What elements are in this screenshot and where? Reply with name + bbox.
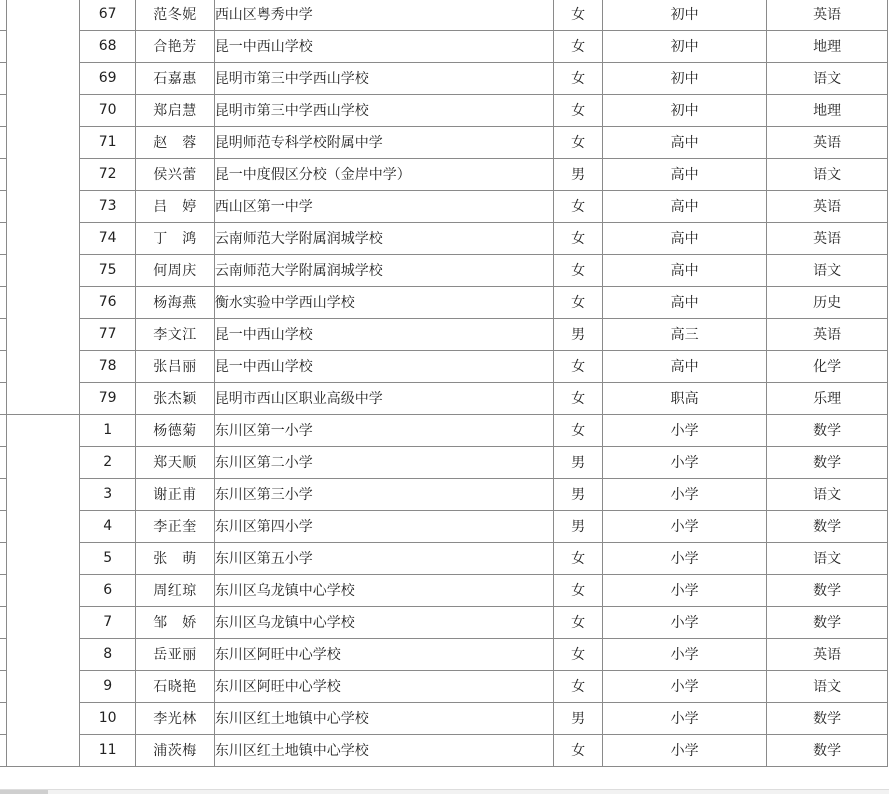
gender-cell[interactable]: 女 xyxy=(554,30,603,62)
region-cell[interactable] xyxy=(7,350,80,382)
school-name-cell[interactable]: 昆一中西山学校 xyxy=(214,318,554,350)
table-row xyxy=(0,574,888,606)
horizontal-scrollbar[interactable] xyxy=(0,789,889,794)
row-edge-cell[interactable] xyxy=(0,222,7,254)
school-level-cell[interactable]: 高中 xyxy=(602,286,766,318)
teacher-name-cell[interactable]: 何周庆 xyxy=(136,254,215,286)
school-name-cell[interactable]: 东川区第五小学 xyxy=(214,542,554,574)
row-number-cell[interactable]: 2 xyxy=(80,446,136,478)
teacher-name-cell[interactable]: 郑启慧 xyxy=(136,94,215,126)
subject-cell[interactable]: 英语 xyxy=(767,126,888,158)
school-name-cell[interactable]: 东川区红土地镇中心学校 xyxy=(214,734,554,766)
school-level-cell[interactable]: 高中 xyxy=(602,190,766,222)
scrollbar-thumb[interactable] xyxy=(0,790,48,794)
gender-cell[interactable]: 女 xyxy=(554,254,603,286)
gender-cell[interactable]: 女 xyxy=(554,670,603,702)
gender-cell[interactable]: 男 xyxy=(554,446,603,478)
row-edge-cell[interactable] xyxy=(0,510,7,542)
row-edge-cell[interactable] xyxy=(0,350,7,382)
row-number-cell[interactable]: 74 xyxy=(80,222,136,254)
school-name-cell[interactable]: 东川区第三小学 xyxy=(214,478,554,510)
region-cell[interactable] xyxy=(7,510,80,542)
gender-cell[interactable]: 男 xyxy=(554,702,603,734)
school-level-cell[interactable]: 小学 xyxy=(602,606,766,638)
region-cell[interactable] xyxy=(7,126,80,158)
subject-cell[interactable]: 数学 xyxy=(767,734,888,766)
gender-cell[interactable]: 女 xyxy=(554,94,603,126)
row-number-cell[interactable]: 6 xyxy=(80,574,136,606)
school-level-cell[interactable]: 初中 xyxy=(602,30,766,62)
table-row xyxy=(0,254,888,286)
row-edge-cell[interactable] xyxy=(0,702,7,734)
teacher-name-cell[interactable]: 李光林 xyxy=(136,702,215,734)
gender-cell[interactable]: 女 xyxy=(554,190,603,222)
gender-cell[interactable]: 女 xyxy=(554,222,603,254)
subject-cell[interactable]: 英语 xyxy=(767,190,888,222)
subject-cell[interactable]: 英语 xyxy=(767,318,888,350)
row-number-cell[interactable]: 11 xyxy=(80,734,136,766)
subject-cell[interactable]: 数学 xyxy=(767,414,888,446)
row-number-cell[interactable]: 1 xyxy=(80,414,136,446)
subject-cell[interactable]: 英语 xyxy=(767,0,888,30)
school-name-cell[interactable]: 东川区第二小学 xyxy=(214,446,554,478)
table-row xyxy=(0,158,888,190)
gender-cell[interactable]: 女 xyxy=(554,62,603,94)
gender-cell[interactable]: 男 xyxy=(554,478,603,510)
gender-cell[interactable]: 女 xyxy=(554,414,603,446)
subject-cell[interactable]: 地理 xyxy=(767,94,888,126)
subject-cell[interactable]: 数学 xyxy=(767,510,888,542)
region-cell[interactable] xyxy=(7,190,80,222)
row-edge-cell[interactable] xyxy=(0,734,7,766)
region-cell[interactable] xyxy=(7,382,80,414)
row-edge-cell[interactable] xyxy=(0,126,7,158)
teacher-name-cell[interactable]: 杨海燕 xyxy=(136,286,215,318)
row-number-cell[interactable]: 68 xyxy=(80,30,136,62)
region-cell[interactable] xyxy=(7,158,80,190)
row-edge-cell[interactable] xyxy=(0,30,7,62)
teacher-name-cell[interactable]: 张 萌 xyxy=(136,542,215,574)
teacher-name-cell[interactable]: 张杰颖 xyxy=(136,382,215,414)
school-name-cell[interactable]: 云南师范大学附属润城学校 xyxy=(214,222,554,254)
school-level-cell[interactable]: 高中 xyxy=(602,158,766,190)
region-cell[interactable] xyxy=(7,670,80,702)
subject-cell[interactable]: 英语 xyxy=(767,638,888,670)
region-cell[interactable] xyxy=(7,318,80,350)
school-level-cell[interactable]: 初中 xyxy=(602,62,766,94)
teacher-name-cell[interactable]: 合艳芳 xyxy=(136,30,215,62)
school-level-cell[interactable]: 小学 xyxy=(602,510,766,542)
school-name-cell[interactable]: 昆明市第三中学西山学校 xyxy=(214,62,554,94)
gender-cell[interactable]: 女 xyxy=(554,286,603,318)
table-row xyxy=(0,446,888,478)
row-number-cell[interactable]: 73 xyxy=(80,190,136,222)
region-cell[interactable] xyxy=(7,30,80,62)
teacher-name-cell[interactable]: 岳亚丽 xyxy=(136,638,215,670)
school-level-cell[interactable]: 小学 xyxy=(602,574,766,606)
table-row xyxy=(0,94,888,126)
subject-cell[interactable]: 化学 xyxy=(767,350,888,382)
school-level-cell[interactable]: 小学 xyxy=(602,478,766,510)
teacher-name-cell[interactable]: 杨德菊 xyxy=(136,414,215,446)
row-number-cell[interactable]: 78 xyxy=(80,350,136,382)
region-cell[interactable] xyxy=(7,0,80,30)
row-number-cell[interactable]: 7 xyxy=(80,606,136,638)
row-edge-cell[interactable] xyxy=(0,254,7,286)
teacher-name-cell[interactable]: 张吕丽 xyxy=(136,350,215,382)
row-edge-cell[interactable] xyxy=(0,414,7,446)
school-name-cell[interactable]: 东川区第四小学 xyxy=(214,510,554,542)
table-row xyxy=(0,0,888,30)
row-number-cell[interactable]: 5 xyxy=(80,542,136,574)
teacher-name-cell[interactable]: 周红琼 xyxy=(136,574,215,606)
region-cell[interactable] xyxy=(7,94,80,126)
row-edge-cell[interactable] xyxy=(0,318,7,350)
table-row xyxy=(0,638,888,670)
row-edge-cell[interactable] xyxy=(0,574,7,606)
region-cell[interactable] xyxy=(7,606,80,638)
gender-cell[interactable]: 女 xyxy=(554,542,603,574)
gender-cell[interactable]: 男 xyxy=(554,318,603,350)
gender-cell[interactable]: 女 xyxy=(554,382,603,414)
row-number-cell[interactable]: 76 xyxy=(80,286,136,318)
school-level-cell[interactable]: 初中 xyxy=(602,0,766,30)
school-level-cell[interactable]: 小学 xyxy=(602,734,766,766)
subject-cell[interactable]: 语文 xyxy=(767,158,888,190)
row-edge-cell[interactable] xyxy=(0,286,7,318)
subject-cell[interactable]: 地理 xyxy=(767,30,888,62)
region-cell[interactable] xyxy=(7,542,80,574)
school-level-cell[interactable]: 高三 xyxy=(602,318,766,350)
region-cell[interactable] xyxy=(7,222,80,254)
gender-cell[interactable]: 女 xyxy=(554,606,603,638)
teacher-name-cell[interactable]: 郑天顺 xyxy=(136,446,215,478)
row-edge-cell[interactable] xyxy=(0,382,7,414)
table-row xyxy=(0,126,888,158)
school-name-cell[interactable]: 东川区乌龙镇中心学校 xyxy=(214,606,554,638)
school-name-cell[interactable]: 东川区乌龙镇中心学校 xyxy=(214,574,554,606)
region-cell[interactable] xyxy=(7,446,80,478)
region-cell[interactable] xyxy=(7,254,80,286)
row-number-cell[interactable]: 77 xyxy=(80,318,136,350)
region-cell[interactable] xyxy=(7,574,80,606)
subject-cell[interactable]: 数学 xyxy=(767,574,888,606)
table-row xyxy=(0,318,888,350)
school-name-cell[interactable]: 昆一中度假区分校（金岸中学） xyxy=(214,158,554,190)
row-number-cell[interactable]: 4 xyxy=(80,510,136,542)
school-level-cell[interactable]: 高中 xyxy=(602,222,766,254)
row-edge-cell[interactable] xyxy=(0,0,7,30)
teacher-name-cell[interactable]: 吕 婷 xyxy=(136,190,215,222)
table-row xyxy=(0,606,888,638)
row-edge-cell[interactable] xyxy=(0,94,7,126)
school-level-cell[interactable]: 高中 xyxy=(602,126,766,158)
table-row xyxy=(0,286,888,318)
school-level-cell[interactable]: 职高 xyxy=(602,382,766,414)
school-level-cell[interactable]: 小学 xyxy=(602,638,766,670)
gender-cell[interactable]: 女 xyxy=(554,350,603,382)
subject-cell[interactable]: 英语 xyxy=(767,222,888,254)
row-edge-cell[interactable] xyxy=(0,158,7,190)
row-number-cell[interactable]: 67 xyxy=(80,0,136,30)
row-number-cell[interactable]: 72 xyxy=(80,158,136,190)
subject-cell[interactable]: 语文 xyxy=(767,254,888,286)
row-edge-cell[interactable] xyxy=(0,638,7,670)
table-row xyxy=(0,414,888,446)
school-level-cell[interactable]: 小学 xyxy=(602,542,766,574)
gender-cell[interactable]: 男 xyxy=(554,158,603,190)
gender-cell[interactable]: 女 xyxy=(554,574,603,606)
teacher-name-cell[interactable]: 李正奎 xyxy=(136,510,215,542)
gender-cell[interactable]: 女 xyxy=(554,734,603,766)
school-level-cell[interactable]: 高中 xyxy=(602,254,766,286)
school-name-cell[interactable]: 昆明市第三中学西山学校 xyxy=(214,94,554,126)
table-row xyxy=(0,510,888,542)
school-level-cell[interactable]: 小学 xyxy=(602,702,766,734)
region-cell[interactable] xyxy=(7,734,80,766)
teacher-name-cell[interactable]: 谢正甫 xyxy=(136,478,215,510)
subject-cell[interactable]: 语文 xyxy=(767,542,888,574)
table-row xyxy=(0,190,888,222)
teacher-name-cell[interactable]: 石晓艳 xyxy=(136,670,215,702)
row-number-cell[interactable]: 3 xyxy=(80,478,136,510)
school-level-cell[interactable]: 初中 xyxy=(602,94,766,126)
row-edge-cell[interactable] xyxy=(0,190,7,222)
table-row xyxy=(0,542,888,574)
row-edge-cell[interactable] xyxy=(0,446,7,478)
row-number-cell[interactable]: 79 xyxy=(80,382,136,414)
subject-cell[interactable]: 语文 xyxy=(767,478,888,510)
school-level-cell[interactable]: 高中 xyxy=(602,350,766,382)
subject-cell[interactable]: 数学 xyxy=(767,702,888,734)
teacher-name-cell[interactable]: 浦茨梅 xyxy=(136,734,215,766)
row-number-cell[interactable]: 69 xyxy=(80,62,136,94)
region-cell[interactable] xyxy=(7,702,80,734)
school-name-cell[interactable]: 云南师范大学附属润城学校 xyxy=(214,254,554,286)
row-edge-cell[interactable] xyxy=(0,542,7,574)
row-number-cell[interactable]: 71 xyxy=(80,126,136,158)
table-row xyxy=(0,222,888,254)
region-cell[interactable] xyxy=(7,478,80,510)
subject-cell[interactable]: 乐理 xyxy=(767,382,888,414)
table-row xyxy=(0,702,888,734)
row-edge-cell[interactable] xyxy=(0,62,7,94)
school-name-cell[interactable]: 东川区红土地镇中心学校 xyxy=(214,702,554,734)
gender-cell[interactable]: 男 xyxy=(554,510,603,542)
school-name-cell[interactable]: 东川区阿旺中心学校 xyxy=(214,638,554,670)
teacher-name-cell[interactable]: 石嘉惠 xyxy=(136,62,215,94)
region-cell[interactable] xyxy=(7,638,80,670)
school-name-cell[interactable]: 昆一中西山学校 xyxy=(214,30,554,62)
subject-cell[interactable]: 语文 xyxy=(767,670,888,702)
school-level-cell[interactable]: 小学 xyxy=(602,670,766,702)
gender-cell[interactable]: 女 xyxy=(554,126,603,158)
school-name-cell[interactable]: 东川区第一小学 xyxy=(214,414,554,446)
school-level-cell[interactable]: 小学 xyxy=(602,414,766,446)
row-number-cell[interactable]: 9 xyxy=(80,670,136,702)
teacher-name-cell[interactable]: 邹 娇 xyxy=(136,606,215,638)
teacher-name-cell[interactable]: 范冬妮 xyxy=(136,0,215,30)
table-row xyxy=(0,670,888,702)
teacher-name-cell[interactable]: 李文江 xyxy=(136,318,215,350)
row-edge-cell[interactable] xyxy=(0,670,7,702)
school-name-cell[interactable]: 西山区粤秀中学 xyxy=(214,0,554,30)
school-level-cell[interactable]: 小学 xyxy=(602,446,766,478)
school-name-cell[interactable]: 东川区阿旺中心学校 xyxy=(214,670,554,702)
school-name-cell[interactable]: 西山区第一中学 xyxy=(214,190,554,222)
region-cell[interactable] xyxy=(7,286,80,318)
table-row xyxy=(0,62,888,94)
row-number-cell[interactable]: 10 xyxy=(80,702,136,734)
table-row xyxy=(0,30,888,62)
row-number-cell[interactable]: 8 xyxy=(80,638,136,670)
school-name-cell[interactable]: 昆一中西山学校 xyxy=(214,350,554,382)
gender-cell[interactable]: 女 xyxy=(554,638,603,670)
teacher-name-cell[interactable]: 侯兴蕾 xyxy=(136,158,215,190)
row-edge-cell[interactable] xyxy=(0,478,7,510)
row-number-cell[interactable]: 70 xyxy=(80,94,136,126)
teacher-name-cell[interactable]: 丁 鸿 xyxy=(136,222,215,254)
region-cell[interactable] xyxy=(7,62,80,94)
row-number-cell[interactable]: 75 xyxy=(80,254,136,286)
subject-cell[interactable]: 数学 xyxy=(767,446,888,478)
gender-cell[interactable]: 女 xyxy=(554,0,603,30)
teacher-name-cell[interactable]: 赵 蓉 xyxy=(136,126,215,158)
subject-cell[interactable]: 语文 xyxy=(767,62,888,94)
row-edge-cell[interactable] xyxy=(0,606,7,638)
table-row xyxy=(0,382,888,414)
school-name-cell[interactable]: 衡水实验中学西山学校 xyxy=(214,286,554,318)
school-name-cell[interactable]: 昆明师范专科学校附属中学 xyxy=(214,126,554,158)
subject-cell[interactable]: 数学 xyxy=(767,606,888,638)
table-row xyxy=(0,350,888,382)
school-name-cell[interactable]: 昆明市西山区职业高级中学 xyxy=(214,382,554,414)
table-row xyxy=(0,734,888,766)
subject-cell[interactable]: 历史 xyxy=(767,286,888,318)
table-row xyxy=(0,478,888,510)
region-cell[interactable] xyxy=(7,414,80,446)
